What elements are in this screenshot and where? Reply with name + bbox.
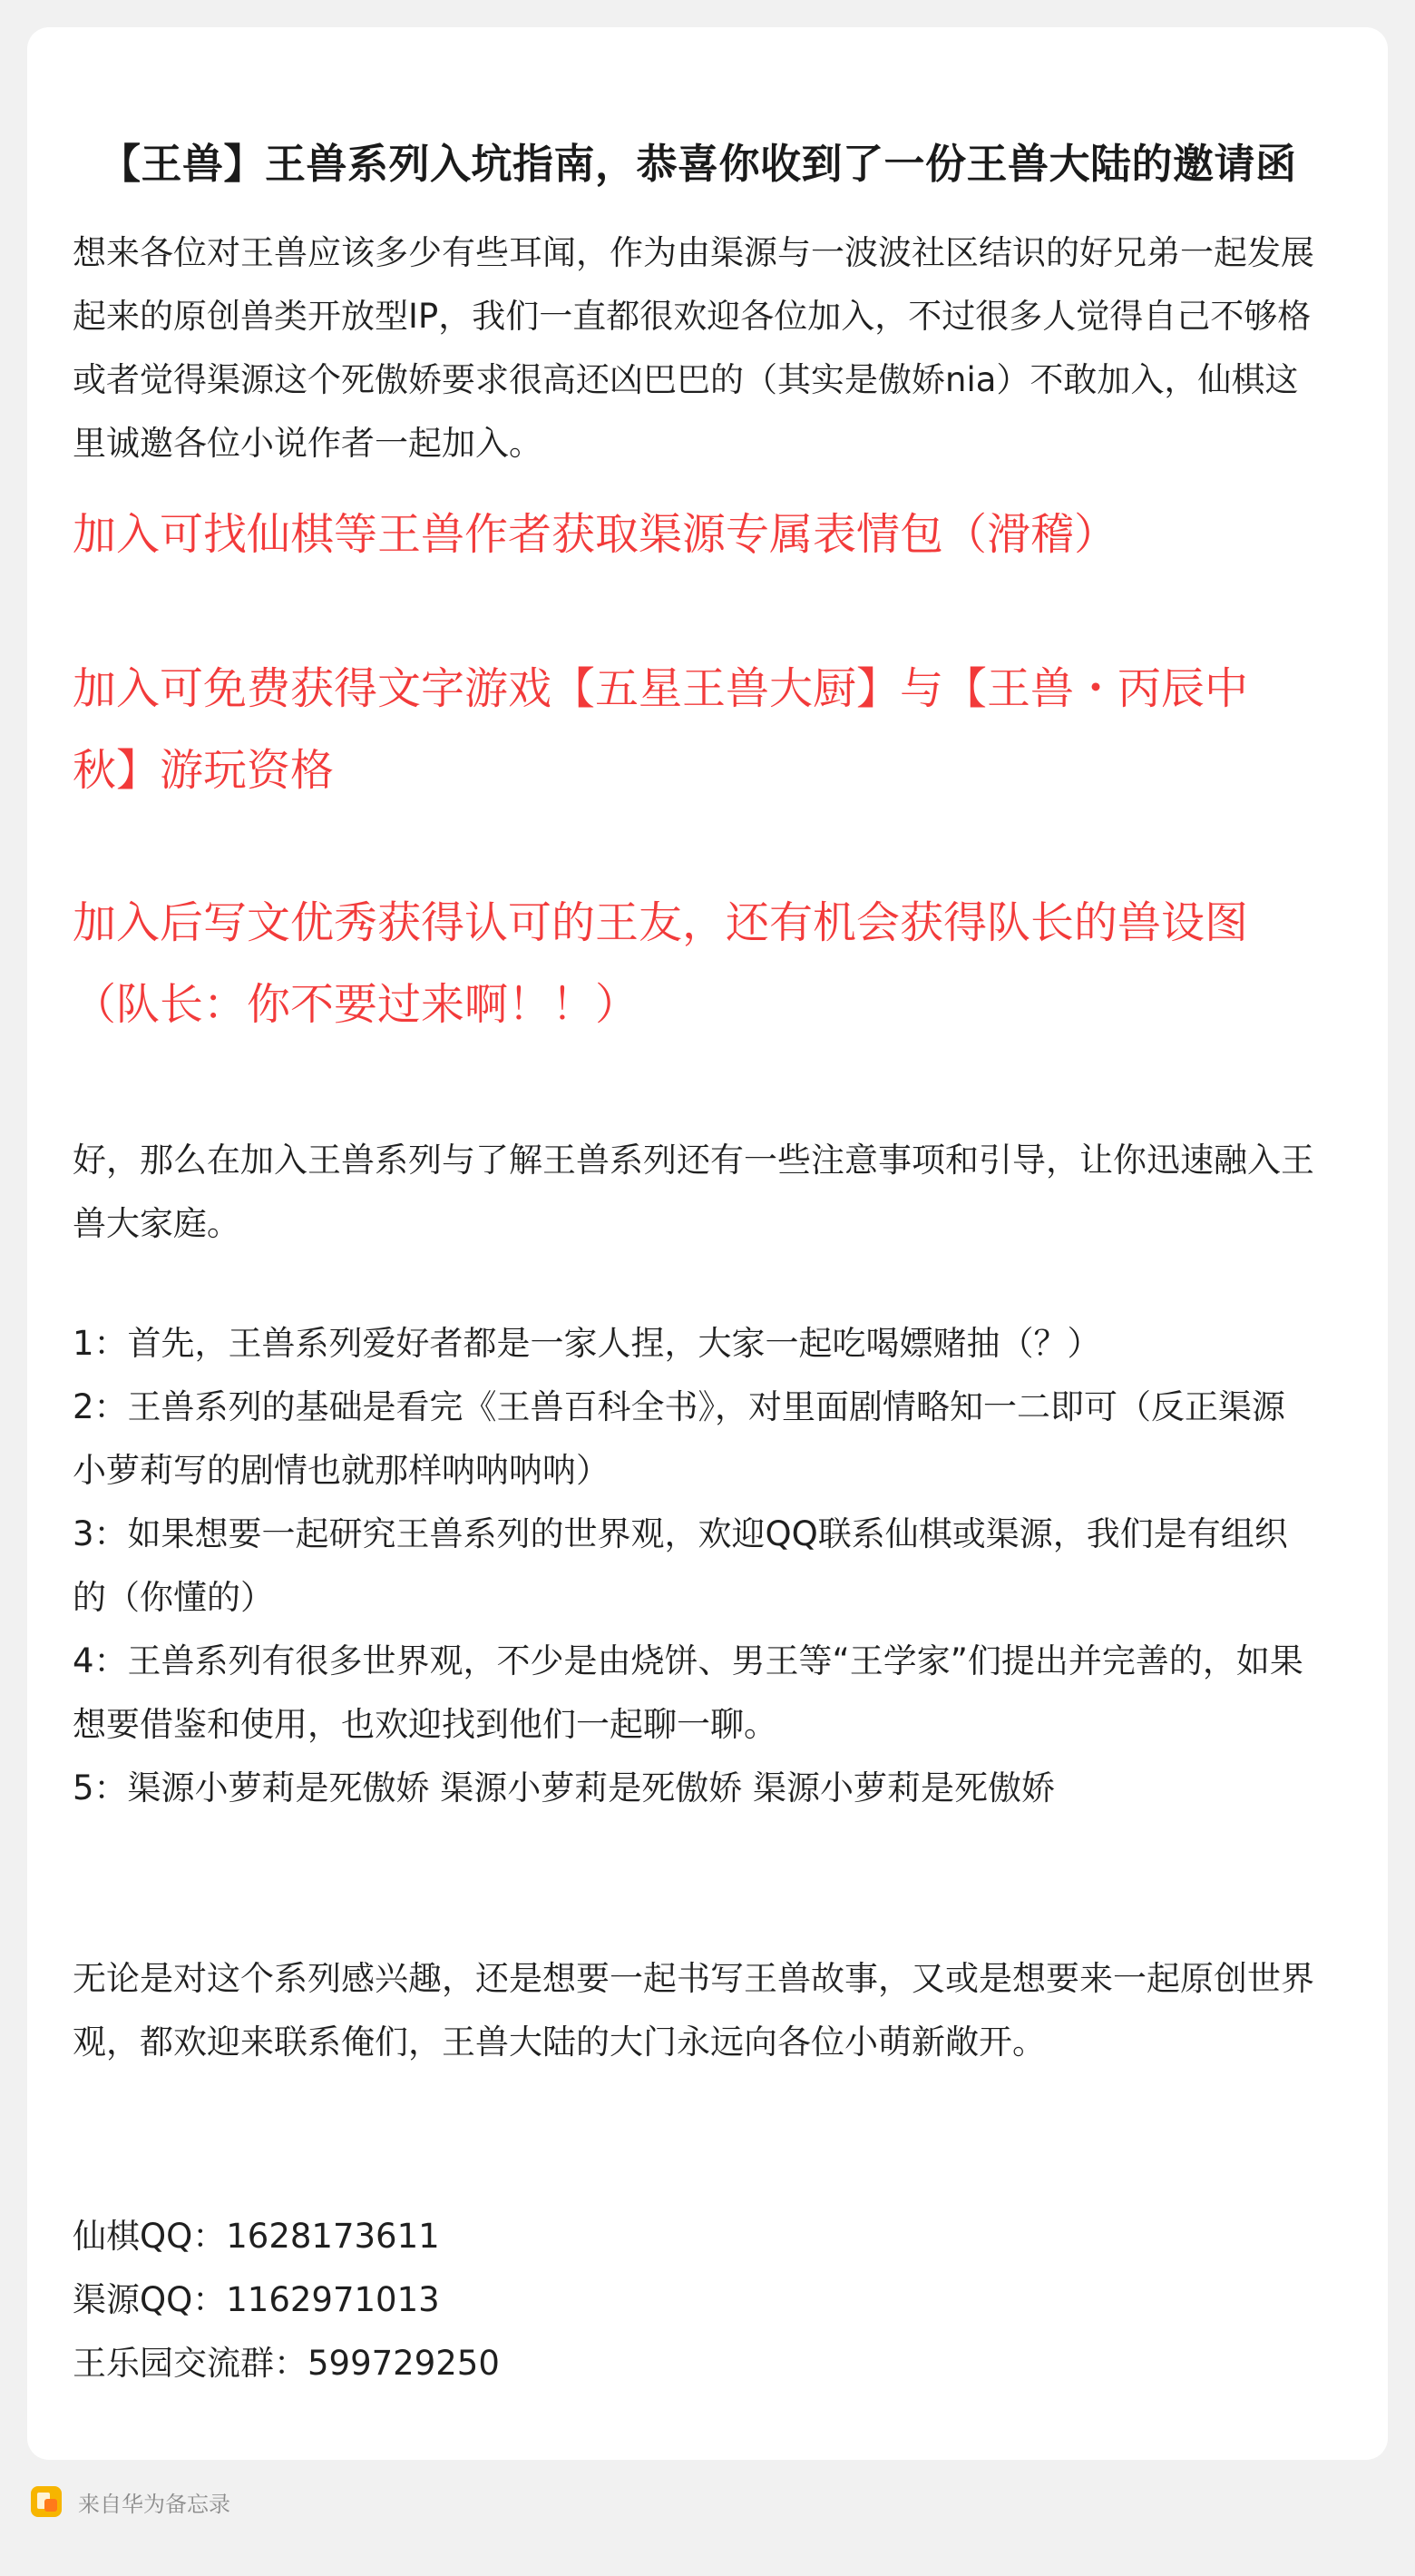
list-item: 1：首先，王兽系列爱好者都是一家人捏，大家一起吃喝嫖赌抽（？）: [73, 1324, 1101, 1363]
notepad-icon: [31, 2486, 62, 2517]
contact-line: 王乐园交流群：599729250: [73, 2344, 500, 2383]
contacts: [73, 2205, 1342, 2395]
highlight-line: 秋】游玩资格: [73, 745, 335, 796]
guide-line: 好，那么在加入王兽系列与了解王兽系列还有一些注意事项和引导，让你迅速融入王: [73, 1141, 1314, 1180]
source-footer: [31, 2479, 230, 2524]
intro-paragraph: [73, 221, 1342, 475]
source-label: 来自华为备忘录: [78, 2491, 230, 2517]
list-item: 5：渠源小萝莉是死傲娇 渠源小萝莉是死傲娇 渠源小萝莉是死傲娇: [73, 1768, 1056, 1807]
guide-line: 兽大家庭。: [73, 1204, 240, 1243]
highlight-line: （队长：你不要过来啊！！）: [73, 979, 639, 1030]
highlight-line: 加入可找仙棋等王兽作者获取渠源专属表情包（滑稽）: [73, 509, 1118, 560]
list-item: 3：如果想要一起研究王兽系列的世界观，欢迎QQ联系仙棋或渠源，我们是有组织: [73, 1514, 1288, 1553]
intro-line: 想来各位对王兽应该多少有些耳闻，作为由渠源与一波波社区结识的好兄弟一起发展: [73, 233, 1314, 272]
intro-line: 里诚邀各位小说作者一起加入。: [73, 424, 542, 463]
intro-line: 或者觉得渠源这个死傲娇要求很高还凶巴巴的（其实是傲娇nia）不敢加入，仙棋这: [73, 360, 1299, 399]
list-item-continued: 想要借鉴和使用，也欢迎找到他们一起聊一聊。: [73, 1705, 777, 1744]
intro-line: 起来的原创兽类开放型IP，我们一直都很欢迎各位加入，不过很多人觉得自己不够格: [73, 297, 1312, 336]
list-item: 4：王兽系列有很多世界观，不少是由烧饼、男王等“王学家”们提出并完善的，如果: [73, 1641, 1303, 1680]
note-card: [27, 27, 1388, 2460]
highlight-2: [73, 648, 1342, 811]
list-item: 2：王兽系列的基础是看完《王兽百科全书》，对里面剧情略知一二即可（反正渠源: [73, 1387, 1286, 1426]
highlight-line: 加入后写文优秀获得认可的王友，还有机会获得队长的兽设图: [73, 897, 1249, 948]
list-item-continued: 小萝莉写的剧情也就那样呐呐呐呐）: [73, 1451, 610, 1490]
closing-line: 无论是对这个系列感兴趣，还是想要一起书写王兽故事，又或是想要来一起原创世界: [73, 1959, 1314, 1998]
guide-intro: [73, 1129, 1342, 1256]
highlight-line: 加入可免费获得文字游戏【五星王兽大厨】与【王兽・丙辰中: [73, 663, 1249, 714]
highlight-1: [73, 494, 1342, 575]
highlight-3: [73, 882, 1342, 1045]
guide-list: [73, 1312, 1342, 1820]
note-title: 【王兽】王兽系列入坑指南，恭喜你收到了一份王兽大陆的邀请函: [100, 140, 1297, 188]
closing-line: 观，都欢迎来联系俺们，王兽大陆的大门永远向各位小萌新敞开。: [73, 2023, 1046, 2062]
list-item-continued: 的（你懂的）: [73, 1578, 274, 1617]
contact-line: 渠源QQ：1162971013: [73, 2280, 440, 2319]
contact-line: 仙棋QQ：1628173611: [73, 2217, 440, 2256]
closing-paragraph: [73, 1947, 1342, 2074]
